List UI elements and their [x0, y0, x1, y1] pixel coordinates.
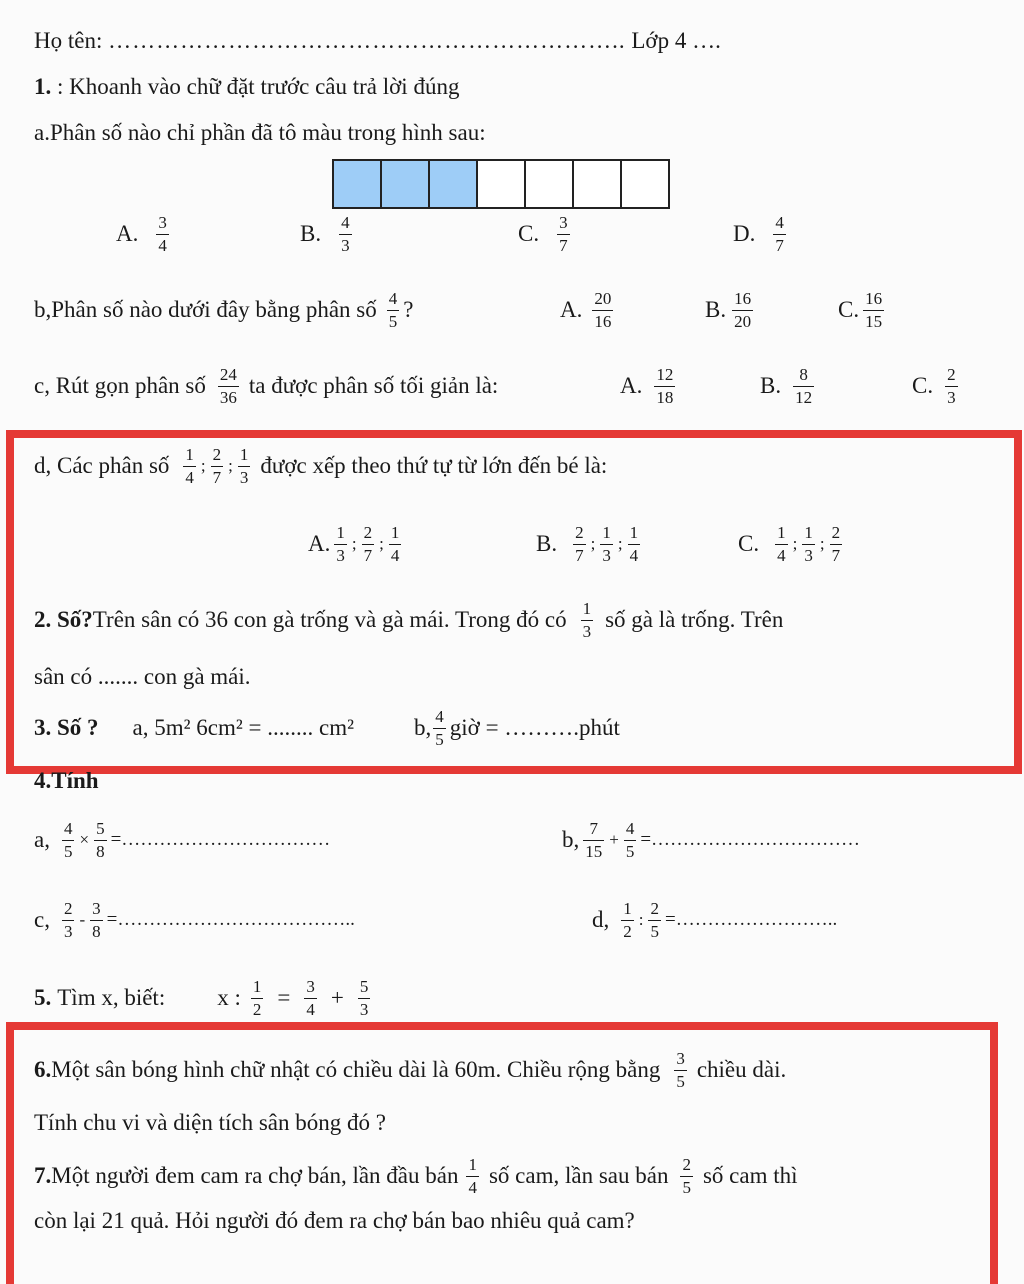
shaded-cell — [334, 161, 382, 207]
q1b-option-b[interactable]: B. $\frac{16}{20}$ — [705, 289, 752, 331]
q5-line: 5. Tìm x, biết: x : $\frac{1}{2}$ = $\frac{3}{4}$ + $\frac{5}{3}$ — [34, 977, 369, 1019]
q4-title: 4.Tính — [34, 770, 99, 790]
name-line — [34, 28, 721, 54]
name-dots[interactable]: ……………………………………………………….. — [108, 28, 626, 53]
q7-line1: 7. Một người đem cam ra chợ bán, lần đầu bán $\frac{1}{4}$ số cam, lần sau bán $\frac{2}{5}$ số cam thì — [34, 1155, 798, 1197]
q1c-option-c[interactable]: C. $\frac{2}{3}$ — [912, 365, 956, 407]
q1a-question: a.Phân số nào chỉ phần đã tô màu trong hình sau: — [34, 120, 486, 145]
q3-line: 3. Số ? a, 5m² 6cm² = ........ cm² b, $\frac{4}{5}$ giờ = ……….phút — [34, 707, 620, 749]
q3a-expression[interactable]: a, 5m² 6cm² = ........ cm² — [132, 715, 355, 741]
blank-cell — [526, 161, 574, 207]
q2-line2: sân có ....... con gà mái. — [34, 664, 251, 689]
q1d-option-b[interactable]: B. $\frac{2}{7}$ ; $\frac{1}{3}$ ; $\frac{1}{4}$ — [536, 523, 639, 565]
q1d-question: d, Các phân số $\frac{1}{4}$ ; $\frac{2}{7}$ ; $\frac{1}{3}$ được xếp theo thứ tự từ lớn đến bé là: — [34, 445, 608, 487]
q4b-expression[interactable]: b, $\frac{7}{15}$ + $\frac{4}{5}$ =…………………………… — [562, 819, 861, 861]
q7-line2: còn lại 21 quả. Hỏi người đó đem ra chợ bán bao nhiêu quả cam? — [34, 1208, 635, 1233]
q1b-question: b,Phân số nào dưới đây bằng phân số $\frac{4}{5}$ ? — [34, 289, 414, 331]
blank-cell — [574, 161, 622, 207]
q1a-option-a[interactable]: A. $\frac{3}{4}$ — [116, 213, 167, 255]
blank-cell — [622, 161, 668, 207]
q1a-option-b[interactable]: B. $\frac{4}{3}$ — [300, 213, 350, 255]
q1d-option-c[interactable]: C. $\frac{1}{4}$ ; $\frac{1}{3}$ ; $\frac{2}{7}$ — [738, 523, 841, 565]
q1b-option-c[interactable]: C. $\frac{16}{15}$ — [838, 289, 883, 331]
shaded-cell — [382, 161, 430, 207]
q1c-option-b[interactable]: B. $\frac{8}{12}$ — [760, 365, 813, 407]
q3b-expression[interactable]: giờ = ……….phút — [449, 715, 620, 741]
q1a-option-c[interactable]: C. $\frac{3}{7}$ — [518, 213, 568, 255]
q6-line1: 6. Một sân bóng hình chữ nhật có chiều dài là 60m. Chiều rộng bằng $\frac{3}{5}$ chiều dài. — [34, 1049, 787, 1091]
q1a-option-d[interactable]: D. $\frac{4}{7}$ — [733, 213, 784, 255]
q1c-option-a[interactable]: A. $\frac{12}{18}$ — [620, 365, 674, 407]
q4d-expression[interactable]: d, $\frac{1}{2}$ : $\frac{2}{5}$ =…………………….. — [592, 899, 838, 941]
q1-title: 1. : Khoanh vào chữ đặt trước câu trả lời đúng — [34, 74, 460, 99]
q4c-expression[interactable]: c, $\frac{2}{3}$ - $\frac{3}{8}$ =……………………………….. — [34, 899, 355, 941]
q1b-option-a[interactable]: A. $\frac{20}{16}$ — [560, 289, 612, 331]
q4a-expression[interactable]: a, $\frac{4}{5}$ × $\frac{5}{8}$ =…………………………… — [34, 819, 331, 861]
shaded-cell — [430, 161, 478, 207]
class-label: Lớp 4 …. — [631, 28, 721, 53]
q1c-question: c, Rút gọn phân số $\frac{24}{36}$ ta được phân số tối giản là: — [34, 365, 499, 407]
shaded-bar-figure — [332, 159, 670, 209]
q6-line2: Tính chu vi và diện tích sân bóng đó ? — [34, 1110, 386, 1135]
q1d-option-a[interactable]: A. $\frac{1}{3}$ ; $\frac{2}{7}$ ; $\frac{1}{4}$ — [308, 523, 400, 565]
blank-cell — [478, 161, 526, 207]
name-label: Họ tên: — [34, 28, 103, 53]
q2-line1: 2. Số? Trên sân có 36 con gà trống và gà mái. Trong đó có $\frac{1}{3}$ số gà là trống. Trên — [34, 599, 784, 641]
